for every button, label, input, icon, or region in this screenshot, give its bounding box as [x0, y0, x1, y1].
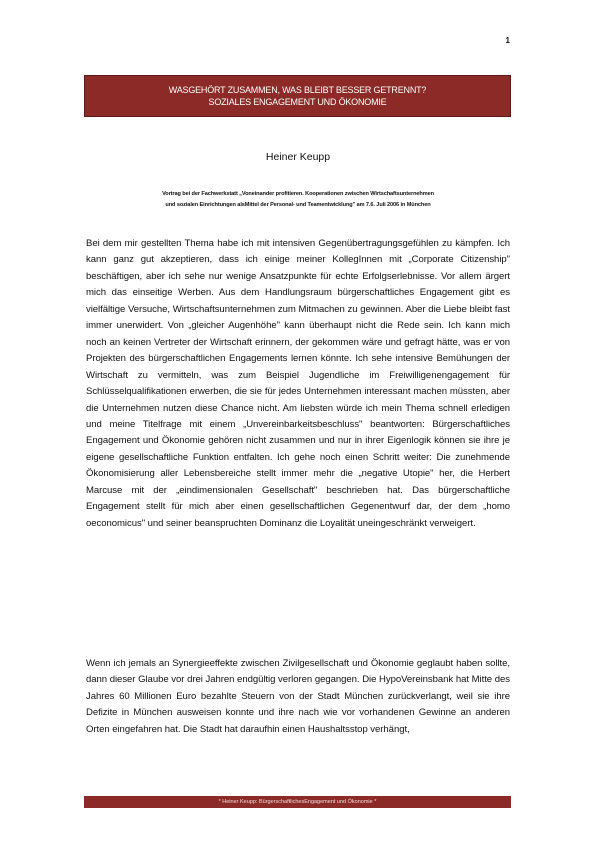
lecture-info	[86, 189, 510, 211]
title-line-2: SOZIALES ENGAGEMENT UND ÖKONOMIE	[208, 97, 387, 107]
page-number: 1	[505, 36, 510, 45]
footer-text: * Heiner Keupp: BürgerschaftlichesEngagement und Ökonomie *	[218, 799, 377, 805]
author-name: Heiner Keupp	[265, 151, 331, 163]
body-paragraph-1: Bei dem mir gestellten Thema habe ich mit intensiven Gegenübertragungsgefühlen zu kämpfen. Ich kann ganz gut akzeptieren, dass ich einige meiner KollegInnen mit „Corporate Citizenship" beschäftigen, aber ich sehe nur wenige Ansatzpunkte für echte Erfolgserlebnisse. Vor allem ärgert mich das einseitige Werben. Aus dem Handlungsraum bürgerschaftliches Engagement gibt es vielfältige Versuche, Wirtschaftsunternehmen zum Mitmachen zu gewinnen. Aber die Liebe bleibt fast immer unerwidert. Von „gleicher Augenhöhe" kann überhaupt nicht die Rede sein. Ich kann mich noch an keinen Vertreter der Wirtschaft erinnern, der gekommen wäre und gefragt hätte, was er von Projekten des bürgerschaftlichen Engagements lernen könnte. Ich sehe intensive Bemühungen der Wirtschaft zu vermitteln, was zum Beispiel Jugendliche im Freiwilligenengagement für Schlüsselqualifikationen erwerben, die sie für jedes Unternehmen interessant machen müssten, aber die Unternehmen nutzen diese Chance nicht. Am liebsten würde ich mein Thema schnell erledigen und meine Titelfrage mit einem „Unvereinbarkeitsbeschluss" beantworten: Bürgerschaftliches Engagement und Ökonomie gehören nicht zusammen und nur in ihrer Eigenlogik können sie ihre je eigene gesellschaftliche Funktion entfalten. Ich gehe noch einen Schritt weiter: Die zunehmende Ökonomisierung aller Lebensbereiche stellt immer mehr die „negative Utopie" her, die Herbert Marcuse mit der „eindimensionalen Gesellschaft" beschrieben hat. Das bürgerschaftliche Engagement stellt für mich aber einen gesellschaftlichen Gegenentwurf dar, der dem „homo oeconomicus" und seiner beanspruchten Dominanz die Loyalität uneingeschränkt verweigert.	[86, 238, 510, 529]
lecture-info-line-2: und sozialen Einrichtungen alsMittel der Personal- und Teamentwicklung" am 7.6. Juli 2006 in München	[165, 202, 431, 208]
title-line-1: WASGEHÖRT ZUSAMMEN, WAS BLEIBT BESSER GETRENNT?	[168, 85, 427, 95]
footer-bar	[84, 796, 511, 808]
lecture-info-line-1: Vortrag bei der Fachwerkstatt „Voneinander profitieren. Kooperationen zwischen Wirtschaftsunternehmen	[162, 191, 434, 197]
body-paragraph-2: Wenn ich jemals an Synergieeffekte zwischen Zivilgesellschaft und Ökonomie geglaubt haben sollte, dann dieser Glaube vor drei Jahren endgültig verloren gegangen. Die HypoVereinsbank hat Mitte des Jahres 60 Millionen Euro bezahlte Steuern von der Stadt München zurückverlangt, weil sie ihre Defizite in München ausweisen konnte und ihre nach wie vor vorhandenen Gewinne an anderen Orten eingefahren hat. Die Stadt hat daraufhin einen Haushaltsstop verhängt,	[86, 658, 510, 735]
title-banner	[84, 75, 511, 117]
